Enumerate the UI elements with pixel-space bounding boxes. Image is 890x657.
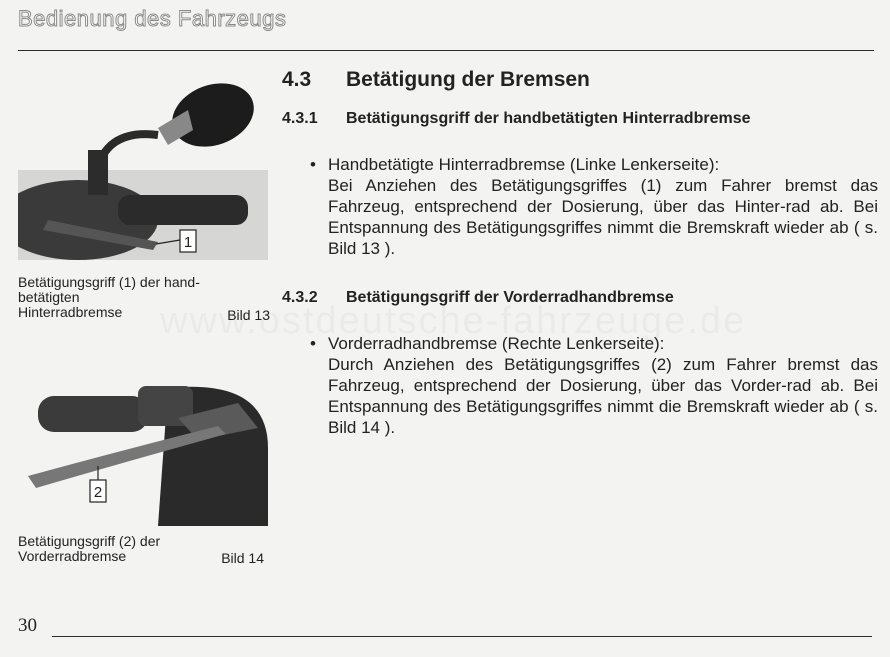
- bullet-dot-icon: •: [310, 334, 316, 353]
- section-heading: [282, 68, 590, 92]
- section-title: Betätigung der Bremsen: [346, 68, 590, 91]
- bullet-body: Durch Anziehen des Betätigungsgriffes (2) zum Fahrer bremst das Fahrzeug, entsprechend der Dosierung, über das Vorder-rad ab. Bei Entspannung des Betätigungsgriffes nimmt die Bremskraft wieder ab ( s. Bild 14 ).: [328, 355, 878, 437]
- figure-13-caption: [18, 275, 270, 323]
- bullet-item: [310, 154, 878, 259]
- figure-14-caption: [18, 534, 264, 566]
- bullet-item: [310, 333, 878, 438]
- bullet-body: Bei Anziehen des Betätigungsgriffes (1) zum Fahrer bremst das Fahrzeug, entsprechend der Dosierung, über das Hinter-rad ab. Bei Entspannung des Betätigungsgriffes nimmt die Bremskraft wieder ab ( s. Bild 13 ).: [328, 176, 878, 258]
- figure-13-caption-text: Betätigungsgriff (1) der hand- betätigten Hinterradbremse: [18, 274, 200, 320]
- subsection-title: Betätigungsgriff der Vorderradhandbremse: [346, 289, 674, 306]
- bullet-lead: Vorderradhandbremse (Rechte Lenkerseite):: [328, 334, 665, 353]
- figure-13-ref: Bild 13: [227, 307, 270, 323]
- subsection-heading-4-3-2: [282, 289, 674, 307]
- subsection-number: 4.3.2: [282, 289, 318, 306]
- bullet-lead: Handbetätigte Hinterradbremse (Linke Lenkerseite):: [328, 155, 720, 174]
- bullet-dot-icon: •: [310, 155, 316, 174]
- footer-rule: [52, 636, 872, 637]
- figure-14-ref: Bild 14: [221, 550, 264, 566]
- subsection-number: 4.3.1: [282, 110, 318, 127]
- subsection-heading-4-3-1: [282, 110, 751, 128]
- running-header: Bedienung des Fahrzeugs: [18, 6, 287, 31]
- figure-13-photo: [18, 70, 268, 260]
- figure-14-caption-text: Betätigungsgriff (2) der Vorderradbremse: [18, 533, 161, 564]
- page-number: 30: [18, 615, 37, 636]
- figure-14-callout: 2: [93, 484, 103, 501]
- section-number: 4.3: [282, 68, 312, 91]
- header-rule: [18, 50, 874, 51]
- subsection-title: Betätigungsgriff der handbetätigten Hinterradbremse: [346, 110, 751, 127]
- figure-13-callout: 1: [183, 234, 193, 251]
- figure-14-photo: [18, 368, 268, 526]
